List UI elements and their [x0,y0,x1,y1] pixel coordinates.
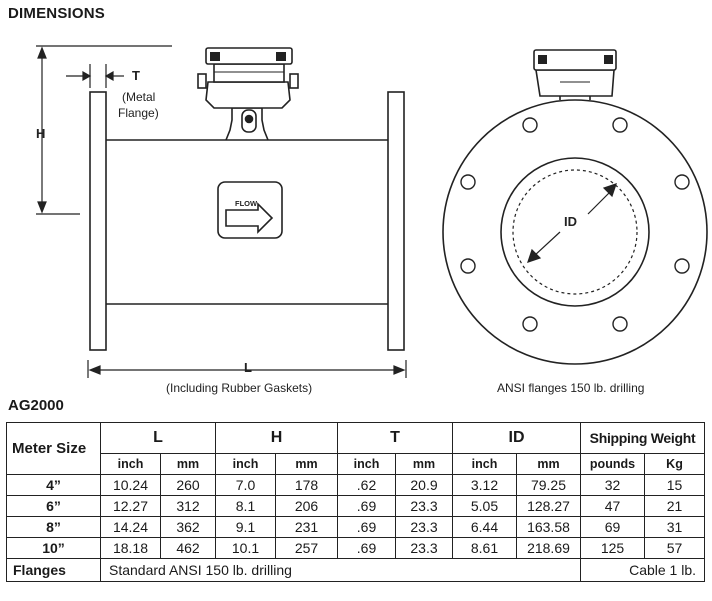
table-cell: 3.12 [453,475,517,496]
table-cell: 128.27 [517,496,581,517]
flow-label: FLOW [235,199,258,208]
table-cell: 32 [581,475,645,496]
table-cell: 163.58 [517,517,581,538]
table-cell: 47 [581,496,645,517]
unit-header: inch [453,454,517,475]
t-note-line2: Flange) [118,106,159,120]
table-cell: 5.05 [453,496,517,517]
cable-weight: Cable 1 lb. [581,559,705,582]
unit-header: mm [517,454,581,475]
l-label: L [244,360,252,375]
unit-header: Kg [645,454,705,475]
table-cell: 178 [276,475,338,496]
table-cell: 9.1 [216,517,276,538]
table-cell: 69 [581,517,645,538]
table-cell: 260 [161,475,216,496]
dimensions-heading: DIMENSIONS [8,5,106,22]
unit-header: pounds [581,454,645,475]
table-cell: 57 [645,538,705,559]
group-header-l: L [101,423,216,454]
table-cell: 12.27 [101,496,161,517]
table-cell: 218.69 [517,538,581,559]
table-cell: 21 [645,496,705,517]
unit-header: mm [161,454,216,475]
table-cell: 10.24 [101,475,161,496]
group-header-t: T [338,423,453,454]
table-cell: 6.44 [453,517,517,538]
specifications-table [6,422,705,582]
t-label: T [132,68,140,83]
table-cell: 79.25 [517,475,581,496]
table-cell: 15 [645,475,705,496]
table-cell: 23.3 [396,517,453,538]
table-cell: 14.24 [101,517,161,538]
meter-size-cell: 4” [7,475,101,496]
group-header-shipping-weight: Shipping Weight [581,423,705,454]
unit-header: inch [338,454,396,475]
meter-size-cell: 6” [7,496,101,517]
t-note-line1: (Metal [122,90,156,104]
meter-size-cell: 8” [7,517,101,538]
flanges-label: Flanges [7,559,101,582]
flanges-value: Standard ANSI 150 lb. drilling [101,559,581,582]
group-header-h: H [216,423,338,454]
unit-header: mm [276,454,338,475]
table-cell: 23.3 [396,496,453,517]
table-cell: .69 [338,496,396,517]
flanges-row [7,559,705,582]
group-header-id: ID [453,423,581,454]
meter-size-cell: 10” [7,538,101,559]
table-cell: 7.0 [216,475,276,496]
table-cell: 8.61 [453,538,517,559]
table-cell: .69 [338,517,396,538]
table-cell: 20.9 [396,475,453,496]
table-row [7,496,705,517]
table-cell: 18.18 [101,538,161,559]
meter-size-header: Meter Size [7,423,101,475]
table-cell: .62 [338,475,396,496]
table-row [7,517,705,538]
end-view-caption: ANSI flanges 150 lb. drilling [497,381,645,395]
table-cell: 10.1 [216,538,276,559]
table-cell: 362 [161,517,216,538]
table-cell: 206 [276,496,338,517]
table-cell: 231 [276,517,338,538]
end-flange-outer [443,100,707,364]
table-cell: 312 [161,496,216,517]
right-flange [388,92,404,350]
table-cell: 125 [581,538,645,559]
unit-header: mm [396,454,453,475]
table-cell: 31 [645,517,705,538]
table-row [7,538,705,559]
unit-header: inch [216,454,276,475]
id-label: ID [564,214,577,229]
side-view-caption: (Including Rubber Gaskets) [166,381,313,395]
table-cell: 462 [161,538,216,559]
model-heading: AG2000 [8,397,64,414]
table-row [7,475,705,496]
table-cell: .69 [338,538,396,559]
unit-header: inch [101,454,161,475]
h-label: H [36,126,46,141]
table-cell: 23.3 [396,538,453,559]
table-cell: 257 [276,538,338,559]
left-flange [90,92,106,350]
table-cell: 8.1 [216,496,276,517]
